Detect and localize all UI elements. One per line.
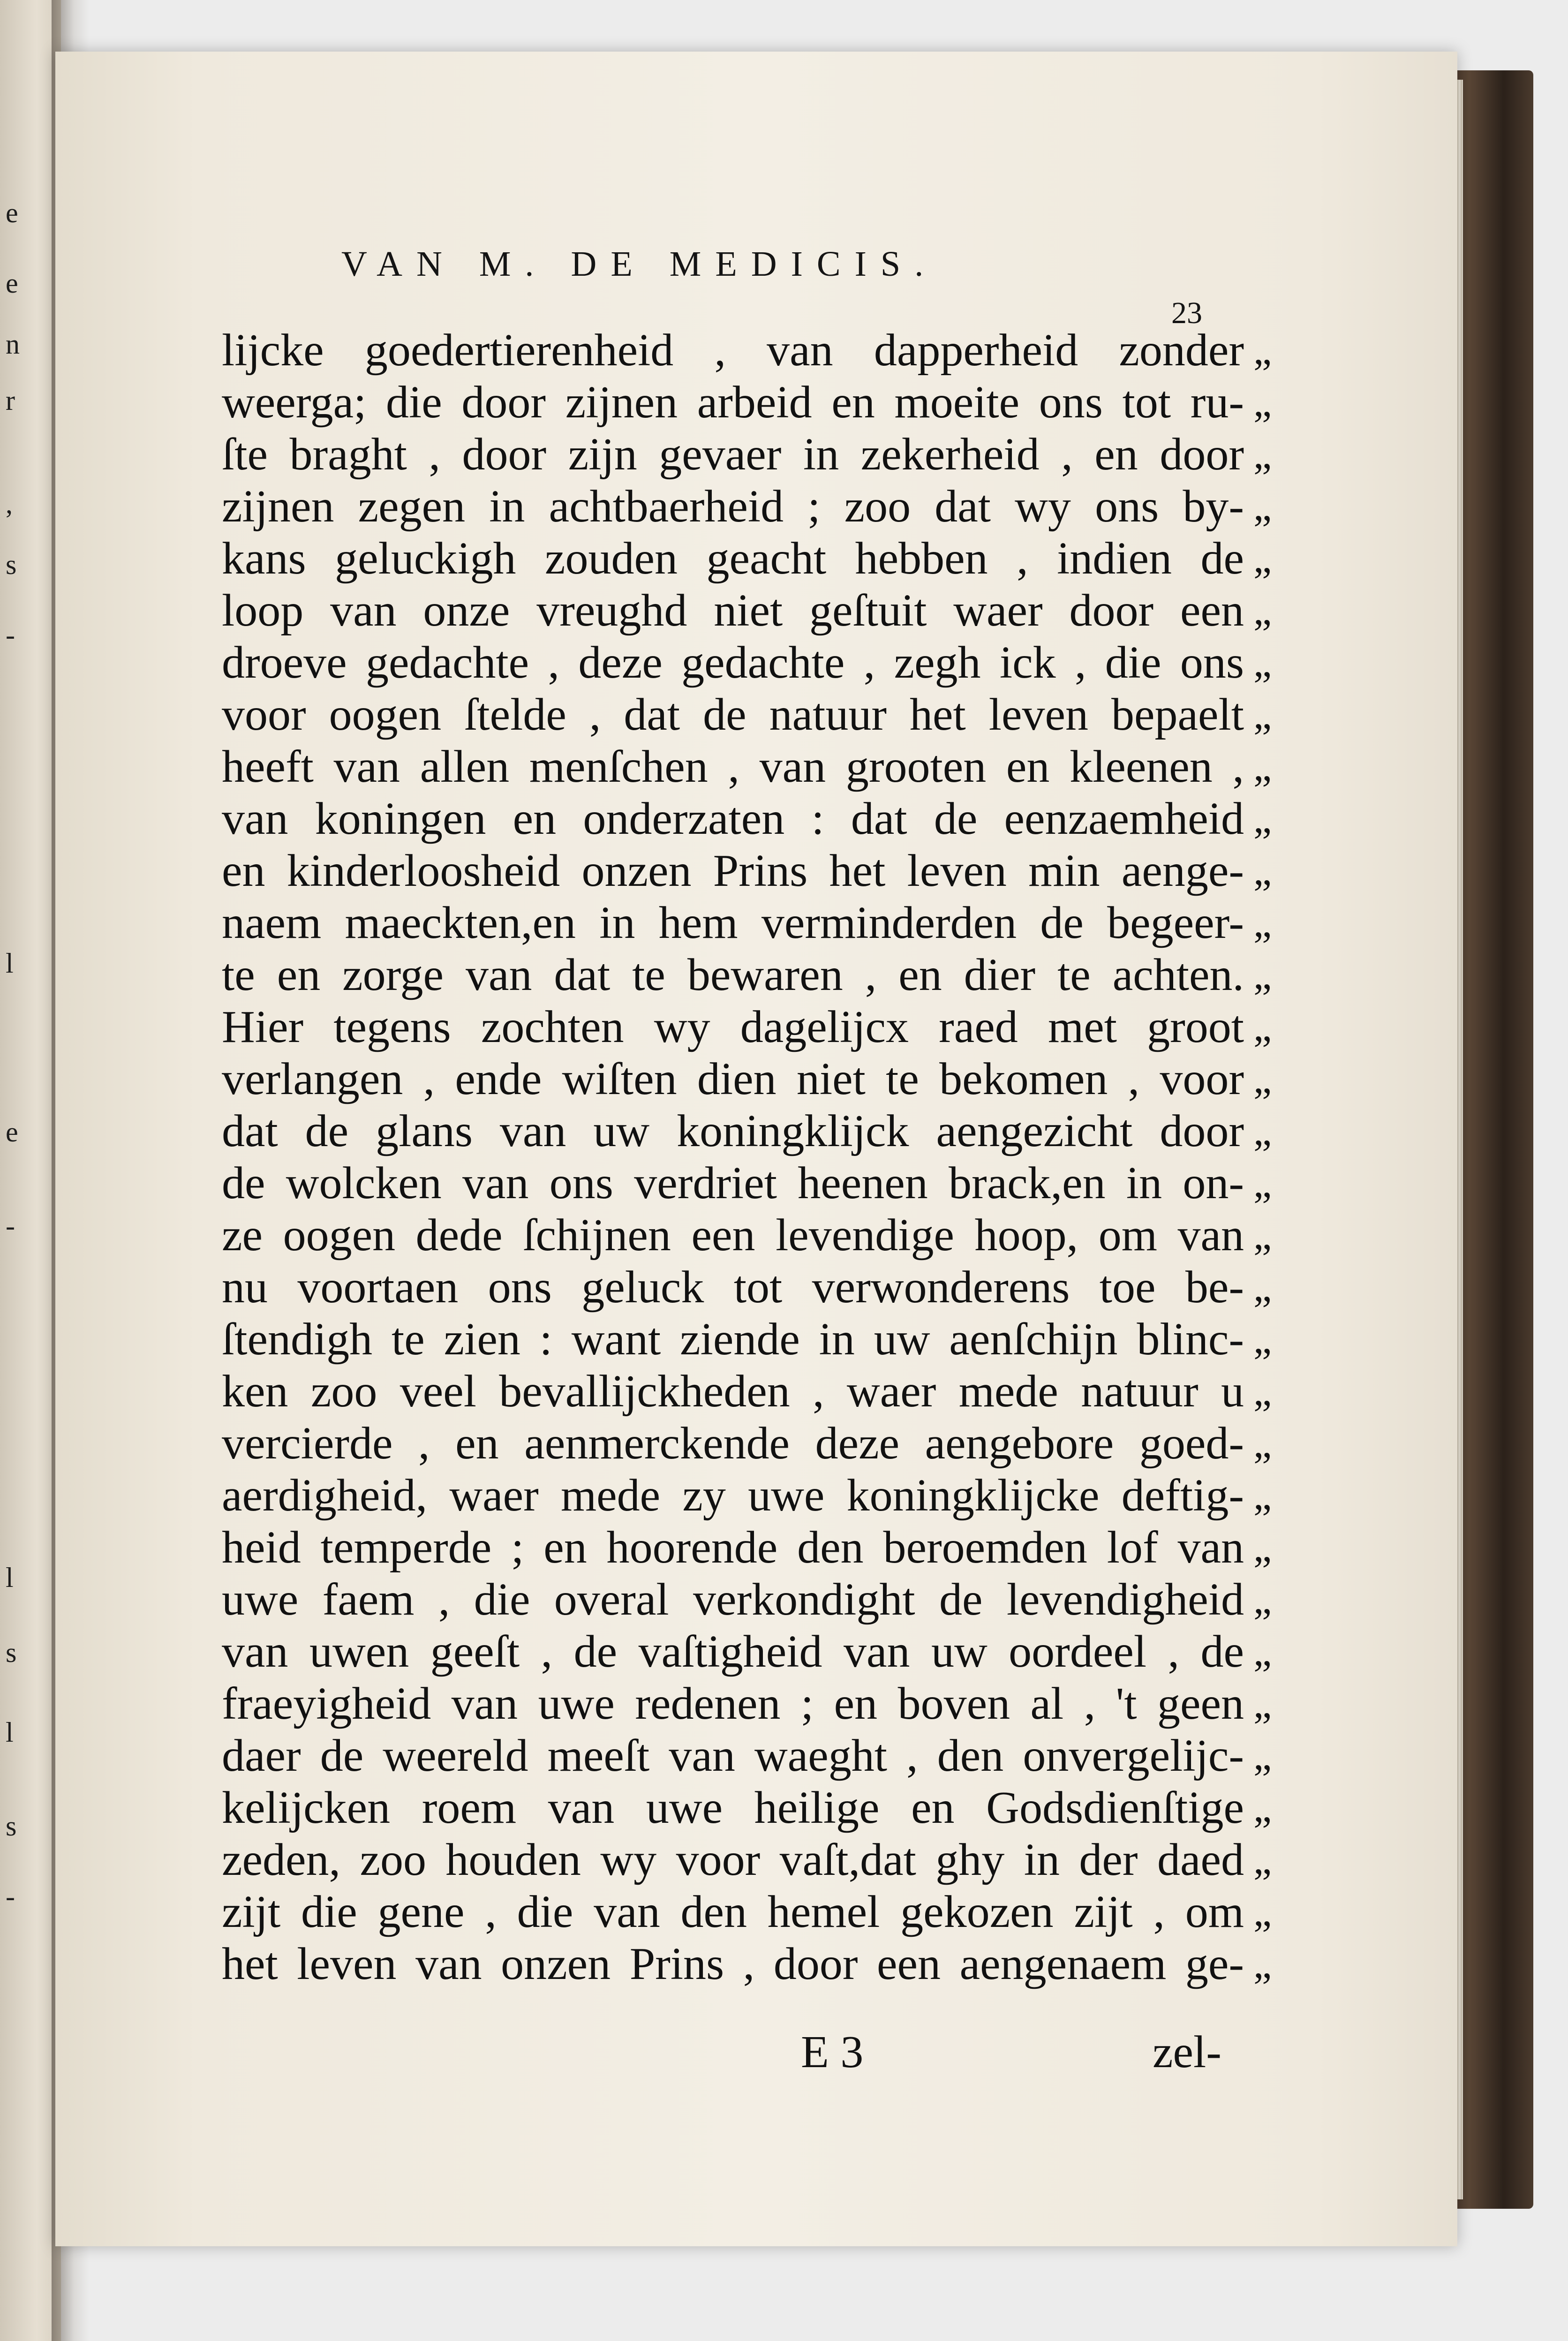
quote-mark: „ bbox=[1253, 952, 1272, 998]
text-line: ze oogen dede ſchijnen een levendige hoop, om van bbox=[222, 1210, 1244, 1261]
quotation-mark-column bbox=[1253, 325, 1291, 1990]
left-page-fragment: l bbox=[6, 948, 14, 979]
quote-mark: „ bbox=[1253, 1525, 1272, 1571]
text-line: daer de weereld meeſt van waeght , den onvergelijc- bbox=[222, 1730, 1244, 1781]
text-line: weerga; die door zijnen arbeid en moeite ons tot ru- bbox=[222, 377, 1244, 428]
signature-mark: E 3 bbox=[801, 2027, 864, 2077]
quote-mark: „ bbox=[1253, 484, 1272, 529]
left-page-fragment: - bbox=[6, 619, 15, 650]
quote-mark: „ bbox=[1253, 1004, 1272, 1050]
body-text bbox=[222, 325, 1244, 1990]
quote-mark: „ bbox=[1253, 796, 1272, 842]
quote-mark: „ bbox=[1253, 1161, 1272, 1206]
left-page-fragment: - bbox=[6, 1210, 15, 1241]
quote-mark: „ bbox=[1253, 328, 1272, 373]
text-line: ken zoo veel bevallijckheden , waer mede natuur u bbox=[222, 1366, 1244, 1417]
text-line: Hier tegens zochten wy dagelijcx raed met groot bbox=[222, 1002, 1244, 1052]
left-page-fragment: e bbox=[6, 197, 18, 228]
quote-mark: „ bbox=[1253, 900, 1272, 946]
quote-mark: „ bbox=[1253, 536, 1272, 581]
left-page-fragment: e bbox=[6, 1117, 18, 1148]
quote-mark: „ bbox=[1253, 588, 1272, 634]
text-line: aerdigheid, waer mede zy uwe koningklijcke deftig- bbox=[222, 1470, 1244, 1521]
text-line: vercierde , en aenmerckende deze aengebore goed- bbox=[222, 1418, 1244, 1469]
quote-mark: „ bbox=[1253, 1421, 1272, 1466]
left-page-fragment: r bbox=[6, 385, 15, 416]
quote-mark: „ bbox=[1253, 1473, 1272, 1518]
left-page-fragment: e bbox=[6, 268, 18, 299]
text-line: naem maeckten,en in hem verminderden de begeer- bbox=[222, 898, 1244, 948]
text-line: loop van onze vreughd niet geſtuit waer door een bbox=[222, 585, 1244, 636]
left-page-fragment: s bbox=[6, 1811, 17, 1842]
quote-mark: „ bbox=[1253, 1265, 1272, 1310]
text-line: ſtendigh te zien : want ziende in uw aenſchijn blinc- bbox=[222, 1314, 1244, 1365]
left-page-fragment: s bbox=[6, 1637, 17, 1668]
text-line: heeft van allen menſchen , van grooten en kleenen , bbox=[222, 741, 1244, 792]
quote-mark: „ bbox=[1253, 1213, 1272, 1258]
text-line: kelijcken roem van uwe heilige en Godsdienſtige bbox=[222, 1782, 1244, 1833]
catchword: zel- bbox=[1153, 2027, 1221, 2077]
left-page-fragment: l bbox=[6, 1717, 14, 1748]
quote-mark: „ bbox=[1253, 640, 1272, 686]
text-line: voor oogen ſtelde , dat de natuur het leven bepaelt bbox=[222, 689, 1244, 740]
text-line: nu voortaen ons geluck tot verwonderens toe be- bbox=[222, 1262, 1244, 1313]
quote-mark: „ bbox=[1253, 848, 1272, 894]
text-line: van uwen geeſt , de vaſtigheid van uw oordeel , de bbox=[222, 1626, 1244, 1677]
book-page bbox=[55, 52, 1457, 2246]
text-line: ſte braght , door zijn gevaer in zekerheid , en door bbox=[222, 429, 1244, 480]
text-line: te en zorge van dat te bewaren , en dier te achten. bbox=[222, 950, 1244, 1000]
text-line: lijcke goedertierenheid , van dapperheid zonder bbox=[222, 325, 1244, 376]
text-line: fraeyigheid van uwe redenen ; en boven al , 't geen bbox=[222, 1678, 1244, 1729]
quote-mark: „ bbox=[1253, 1629, 1272, 1675]
quote-mark: „ bbox=[1253, 380, 1272, 425]
quote-mark: „ bbox=[1253, 1369, 1272, 1414]
text-line: de wolcken van ons verdriet heenen brack,en in on- bbox=[222, 1158, 1244, 1208]
quote-mark: „ bbox=[1253, 1889, 1272, 1935]
text-line: en kinderloosheid onzen Prins het leven min aenge- bbox=[222, 846, 1244, 896]
text-line: van koningen en onderzaten : dat de eenzaemheid bbox=[222, 793, 1244, 844]
quote-mark: „ bbox=[1253, 1941, 1272, 1987]
left-page-fragment: n bbox=[6, 329, 20, 360]
left-page-fragment: - bbox=[6, 1881, 15, 1912]
text-line: zeden, zoo houden wy voor vaſt,dat ghy in der daed bbox=[222, 1835, 1244, 1885]
text-line: zijnen zegen in achtbaerheid ; zoo dat wy ons by- bbox=[222, 481, 1244, 532]
text-line: dat de glans van uw koningklijck aengezicht door bbox=[222, 1106, 1244, 1156]
text-line: zijt die gene , die van den hemel gekozen zijt , om bbox=[222, 1887, 1244, 1937]
left-page-fragment: , bbox=[6, 488, 13, 519]
text-line: verlangen , ende wiſten dien niet te bekomen , voor bbox=[222, 1054, 1244, 1104]
quote-mark: „ bbox=[1253, 1733, 1272, 1779]
text-line: het leven van onzen Prins , door een aengenaem ge- bbox=[222, 1939, 1244, 1989]
quote-mark: „ bbox=[1253, 432, 1272, 477]
running-head: VAN M. DE MEDICIS. bbox=[341, 244, 938, 284]
page-number: 23 bbox=[1171, 296, 1202, 330]
quote-mark: „ bbox=[1253, 1317, 1272, 1362]
quote-mark: „ bbox=[1253, 1109, 1272, 1154]
quote-mark: „ bbox=[1253, 744, 1272, 790]
left-page-fragment: l bbox=[6, 1562, 14, 1593]
left-page-fragment: s bbox=[6, 549, 17, 580]
text-line: heid temperde ; en hoorende den beroemden lof van bbox=[222, 1522, 1244, 1573]
quote-mark: „ bbox=[1253, 1057, 1272, 1102]
text-line: droeve gedachte , deze gedachte , zegh ick , die ons bbox=[222, 637, 1244, 688]
text-line: kans geluckigh zouden geacht hebben , indien de bbox=[222, 533, 1244, 584]
quote-mark: „ bbox=[1253, 1681, 1272, 1727]
quote-mark: „ bbox=[1253, 1577, 1272, 1623]
quote-mark: „ bbox=[1253, 692, 1272, 738]
quote-mark: „ bbox=[1253, 1785, 1272, 1831]
quote-mark: „ bbox=[1253, 1837, 1272, 1883]
text-line: uwe faem , die overal verkondight de levendigheid bbox=[222, 1574, 1244, 1625]
